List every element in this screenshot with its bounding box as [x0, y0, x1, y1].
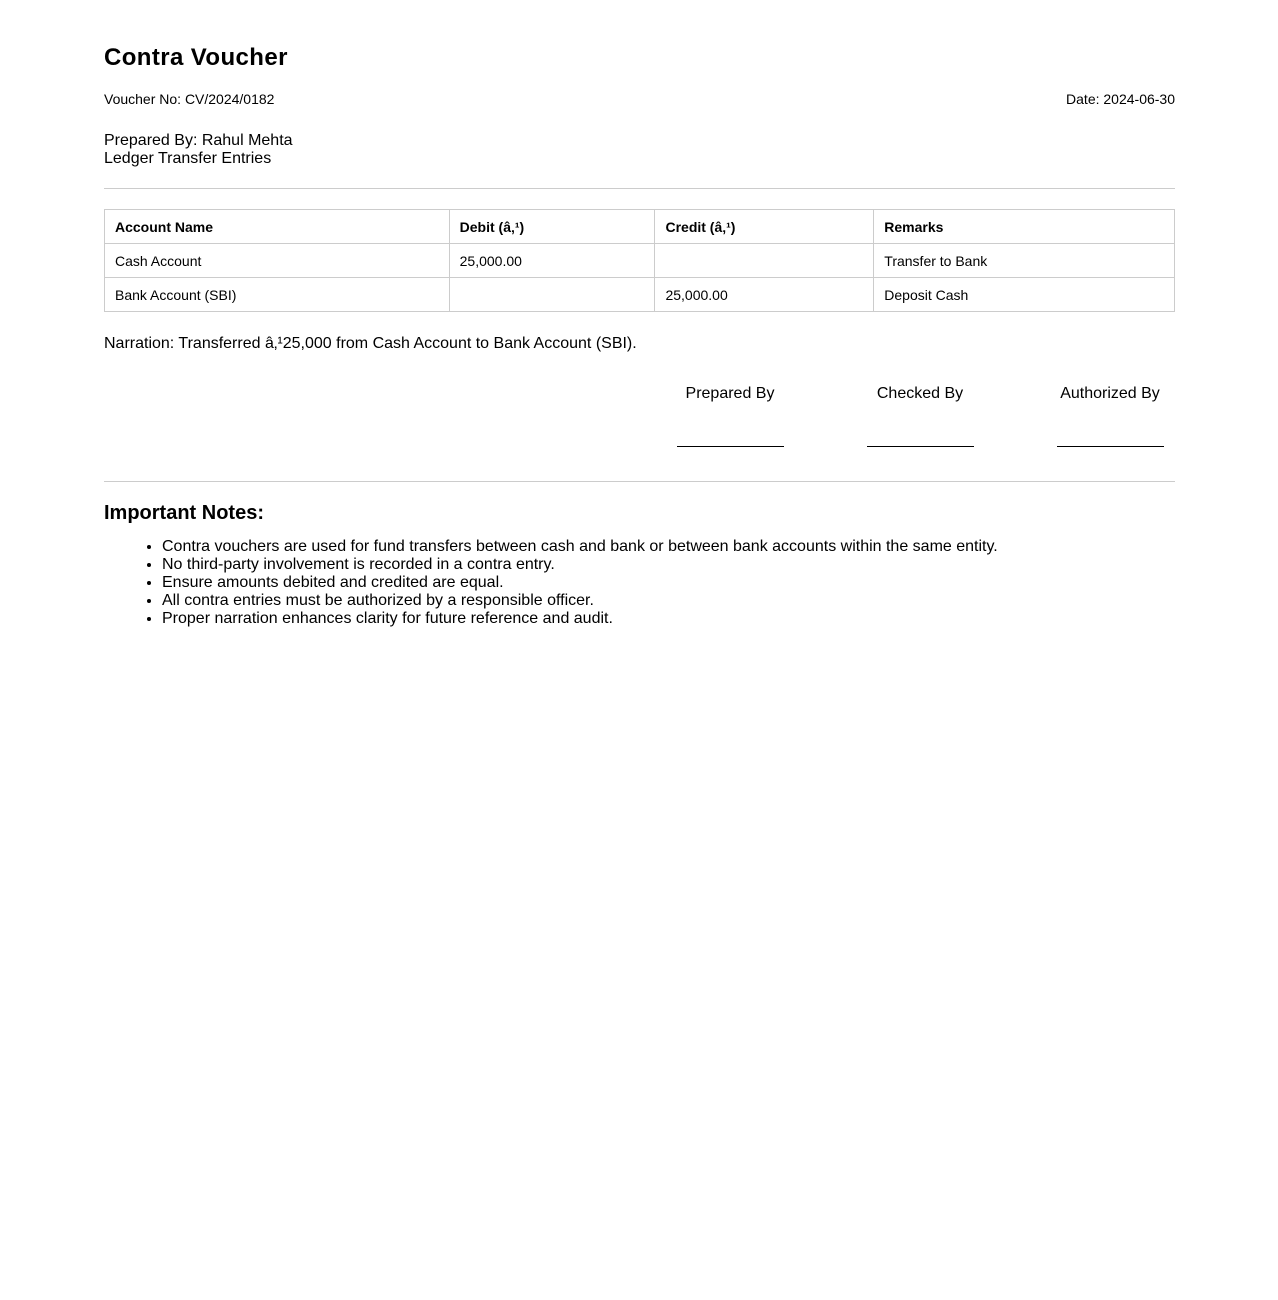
ledger-table: [104, 209, 1175, 312]
prepared-by: Prepared By: Rahul Mehta: [104, 132, 293, 149]
signature-checked-by: [825, 385, 1015, 447]
notes-title: Important Notes:: [104, 502, 264, 524]
divider-bottom: [104, 481, 1175, 482]
list-item: • All contra entries must be authorized by a responsible officer.: [162, 592, 1175, 610]
table-header-row: [105, 210, 1175, 244]
prepared-block: [104, 132, 1175, 168]
narration: Narration: Transferred â‚¹25,000 from Cash Account to Bank Account (SBI).: [104, 335, 637, 352]
cell-account-name: Cash Account: [105, 244, 450, 278]
header-account-name: Account Name: [105, 210, 450, 244]
list-item: • Contra vouchers are used for fund transfers between cash and bank or between bank accounts within the same entity.: [162, 538, 1175, 556]
signature-line: [677, 446, 784, 447]
header-debit: Debit (â‚¹): [449, 210, 655, 244]
voucher-meta: [104, 91, 1175, 108]
voucher-date: Date: 2024-06-30: [1066, 91, 1175, 107]
signature-line: [867, 446, 974, 447]
cell-credit: 25,000.00: [655, 278, 874, 312]
header-remarks: Remarks: [874, 210, 1175, 244]
signature-label: Prepared By: [685, 385, 775, 402]
cell-credit: [655, 244, 874, 278]
table-row: [105, 278, 1175, 312]
table-row: [105, 244, 1175, 278]
signature-area: [104, 385, 1175, 481]
notes-list: [104, 538, 1175, 628]
signature-line: [1057, 446, 1164, 447]
cell-remarks: Transfer to Bank: [874, 244, 1175, 278]
signature-prepared-by: [635, 385, 825, 447]
list-item: • Ensure amounts debited and credited are equal.: [162, 574, 1175, 592]
list-item: • Proper narration enhances clarity for future reference and audit.: [162, 610, 1175, 628]
document-title: Contra Voucher: [104, 44, 288, 71]
cell-remarks: Deposit Cash: [874, 278, 1175, 312]
cell-debit: 25,000.00: [449, 244, 655, 278]
cell-debit: [449, 278, 655, 312]
cell-account-name: Bank Account (SBI): [105, 278, 450, 312]
divider-top: [104, 188, 1175, 189]
voucher-page: [104, 0, 1175, 628]
signature-label: Authorized By: [1060, 385, 1160, 402]
signature-label: Checked By: [876, 385, 964, 402]
voucher-number: Voucher No: CV/2024/0182: [104, 91, 275, 107]
header-credit: Credit (â‚¹): [655, 210, 874, 244]
list-item: • No third-party involvement is recorded in a contra entry.: [162, 556, 1175, 574]
signature-authorized-by: [1015, 385, 1205, 447]
document-subtitle: Ledger Transfer Entries: [104, 150, 272, 167]
